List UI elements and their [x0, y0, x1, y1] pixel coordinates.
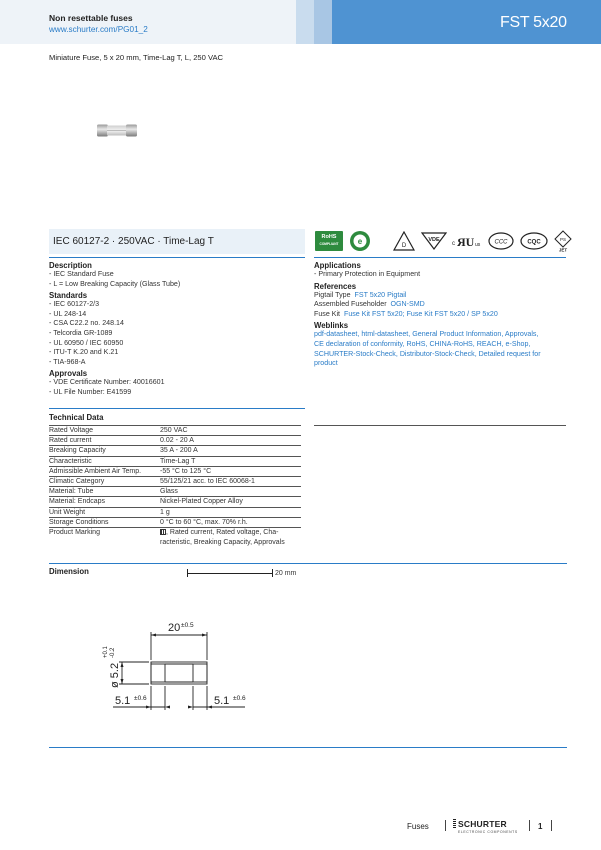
table-row — [49, 456, 301, 466]
table-cell-value: 35 A - 200 A — [160, 446, 301, 456]
table-row — [49, 436, 301, 446]
diameter-tol-top: +0.1 — [103, 646, 109, 658]
table-cell-key: Rated Voltage — [49, 426, 160, 436]
description-item: - L = Low Breaking Capacity (Glass Tube) — [49, 279, 181, 288]
weblinks-line — [314, 340, 569, 350]
reference-label: Pigtail Type — [314, 290, 351, 299]
technical-data-table — [49, 426, 301, 547]
pse-jet-icon — [552, 230, 574, 252]
cap-right-tolerance: ±0.6 — [233, 695, 246, 702]
svg-text:PS: PS — [559, 237, 567, 242]
cap-left-tolerance: ±0.6 — [134, 695, 147, 702]
weblink[interactable]: Distributor-Stock-Check, — [399, 349, 477, 358]
table-row — [49, 466, 301, 476]
vde-icon — [421, 230, 447, 252]
header-url-link[interactable]: www.schurter.com/PG01_2 — [49, 25, 148, 34]
product-subtitle: Miniature Fuse, 5 x 20 mm, Time-Lag T, L, 250 VAC — [49, 53, 224, 62]
china-rohs-icon — [348, 230, 372, 252]
diameter-value: ø 5.2 — [109, 662, 121, 688]
footer-page-number: 1 — [538, 822, 543, 831]
left-column — [49, 261, 304, 398]
weblink[interactable]: Approvals, — [504, 330, 539, 339]
fuse-product-image — [97, 124, 137, 137]
standards-item: - TIA-968-A — [49, 357, 86, 366]
weblink[interactable]: General Product Information, — [412, 330, 504, 339]
table-cell-key: Breaking Capacity — [49, 446, 160, 456]
table-row — [49, 477, 301, 487]
weblink[interactable]: e-Shop, — [505, 339, 531, 348]
reference-link[interactable]: Fuse Kit FST 5x20; — [343, 309, 405, 318]
svg-text:D: D — [401, 243, 407, 249]
table-cell-value: 0.02 - 20 A — [160, 436, 301, 446]
weblink[interactable]: RoHS, — [406, 339, 428, 348]
scale-tick-right — [272, 569, 273, 577]
ccc-icon — [487, 230, 515, 252]
reference-row — [314, 291, 569, 301]
standards-item: - ITU-T K.20 and K.21 — [49, 348, 119, 357]
table-cell-value: Glass — [160, 487, 301, 497]
reference-label: Assembled Fuseholder — [314, 300, 387, 309]
table-cell-value: -55 °C to 125 °C — [160, 466, 301, 476]
table-row — [49, 497, 301, 507]
scale-label: 20 mm — [275, 570, 297, 577]
table-cell-key: Material: Tube — [49, 487, 160, 497]
table-cell-key: Rated current — [49, 436, 160, 446]
applications-heading: Applications — [314, 261, 361, 270]
diameter-tol-bottom: -0.2 — [110, 647, 116, 658]
reference-link[interactable]: FST 5x20 Pigtail — [354, 290, 407, 299]
table-cell-key: Characteristic — [49, 456, 160, 466]
divider-bottom — [49, 747, 567, 748]
weblinks-line — [314, 359, 569, 369]
footer-category: Fuses — [407, 822, 429, 831]
svg-text:VDE: VDE — [428, 237, 440, 243]
scale-bar — [187, 573, 273, 574]
divider-left-mid — [49, 408, 305, 409]
technical-data-heading: Technical Data — [49, 413, 104, 422]
footer-sep-1 — [445, 820, 446, 831]
footer-sep-2 — [529, 820, 530, 831]
dimension-heading: Dimension — [49, 567, 89, 576]
header-band-light — [0, 0, 296, 44]
table-cell-value: Time-Lag T — [160, 456, 301, 466]
product-title: FST 5x20 — [500, 14, 567, 31]
weblink[interactable]: html-datasheet, — [361, 330, 411, 339]
svg-text:JET: JET — [558, 247, 568, 252]
table-row — [49, 528, 301, 548]
cap-left-value: 5.1 — [115, 695, 131, 707]
divider-right-top — [314, 257, 566, 258]
header-band-mid2 — [314, 0, 332, 44]
svg-text:CQC: CQC — [527, 239, 541, 246]
right-column — [314, 261, 569, 369]
marking-value-line2: racteristic, Breaking Capacity, Approvals — [160, 538, 285, 546]
reference-label: Fuse Kit — [314, 309, 341, 318]
table-cell-value — [160, 528, 301, 548]
length-tolerance: ±0.5 — [181, 622, 194, 629]
fuse-dimension-drawing — [95, 610, 265, 720]
reference-row — [314, 300, 569, 310]
header-band-mid1 — [296, 0, 314, 44]
reference-link[interactable]: OGN-SMD — [390, 300, 425, 309]
reference-link[interactable]: Fuse Kit FST 5x20 / SP 5x20 — [406, 309, 498, 318]
svg-text:us: us — [475, 242, 481, 248]
table-row — [49, 487, 301, 497]
weblink[interactable]: REACH, — [476, 339, 504, 348]
culus-icon — [451, 230, 481, 252]
standards-item: - UL 60950 / IEC 60950 — [49, 338, 124, 347]
footer-brand-sub: ELECTRONIC COMPONENTS — [458, 830, 518, 834]
divider-dimension — [49, 563, 567, 564]
table-cell-key: Climatic Category — [49, 477, 160, 487]
table-cell-key: Admissible Ambient Air Temp. — [49, 466, 160, 476]
cqc-icon — [519, 230, 549, 252]
table-row — [49, 426, 301, 436]
spec-line: IEC 60127-2 · 250VAC · Time-Lag T — [53, 236, 214, 247]
svg-text:ЯU: ЯU — [457, 235, 475, 249]
weblink[interactable]: Detailed request for — [478, 349, 541, 358]
standards-item: - UL 248-14 — [49, 309, 87, 318]
d-mark-icon — [392, 230, 416, 252]
cap-right-value: 5.1 — [214, 695, 230, 707]
description-item: - IEC Standard Fuse — [49, 270, 114, 278]
category-title: Non resettable fuses — [49, 13, 133, 23]
schurter-logo-icon — [453, 819, 456, 828]
table-cell-key: Product Marking — [49, 529, 100, 537]
right-table-rule — [314, 425, 566, 426]
rohs-icon: RoHS COMPLIANT — [314, 230, 344, 252]
weblink[interactable]: pdf-datasheet, — [314, 330, 360, 339]
standards-item: - Telcordia GR-1089 — [49, 328, 113, 337]
table-row — [49, 507, 301, 517]
approvals-item: - UL File Number: E41599 — [49, 387, 132, 396]
footer-sep-3 — [551, 820, 552, 831]
table-row — [49, 446, 301, 456]
weblink[interactable]: CE declaration of conformity, — [314, 339, 405, 348]
table-cell-key: Material: Endcaps — [49, 497, 160, 507]
table-cell-value: Nickel-Plated Copper Alloy — [160, 497, 301, 507]
weblink[interactable]: SCHURTER-Stock-Check, — [314, 349, 398, 358]
standards-item: - IEC 60127-2/3 — [49, 300, 100, 309]
standards-item: - CSA C22.2 no. 248.14 — [49, 319, 124, 328]
marking-value-line1: , Rated current, Rated voltage, Cha- — [166, 529, 279, 537]
svg-text:e: e — [357, 237, 363, 246]
table-cell-key: Storage Conditions — [49, 517, 160, 527]
standards-heading: Standards — [49, 291, 88, 301]
approvals-heading: Approvals — [49, 369, 88, 379]
weblinks-heading: Weblinks — [314, 321, 349, 331]
weblinks-line — [314, 330, 569, 340]
description-heading: Description — [49, 261, 92, 270]
length-value: 20 — [168, 622, 181, 634]
footer-brand: SCHURTER — [458, 819, 507, 829]
svg-text:CCC: CCC — [494, 239, 508, 246]
weblinks-line — [314, 350, 569, 360]
references-heading: References — [314, 281, 357, 291]
reference-row — [314, 310, 569, 320]
table-cell-value: 55/125/21 acc. to IEC 60068-1 — [160, 477, 301, 487]
approvals-item: - VDE Certificate Number: 40016601 — [49, 378, 165, 387]
table-row — [49, 517, 301, 527]
applications-item: - Primary Protection in Equipment — [314, 270, 421, 278]
table-cell-value: 250 VAC — [160, 426, 301, 436]
table-cell-value: 0 °C to 60 °C, max. 70% r.h. — [160, 517, 301, 527]
divider-left-top — [49, 257, 305, 258]
svg-text:c: c — [452, 241, 455, 247]
weblink[interactable]: product — [314, 359, 338, 368]
table-cell-value: 1 g — [160, 507, 301, 517]
weblink[interactable]: CHINA-RoHS, — [429, 339, 475, 348]
table-cell-key: Unit Weight — [49, 507, 160, 517]
